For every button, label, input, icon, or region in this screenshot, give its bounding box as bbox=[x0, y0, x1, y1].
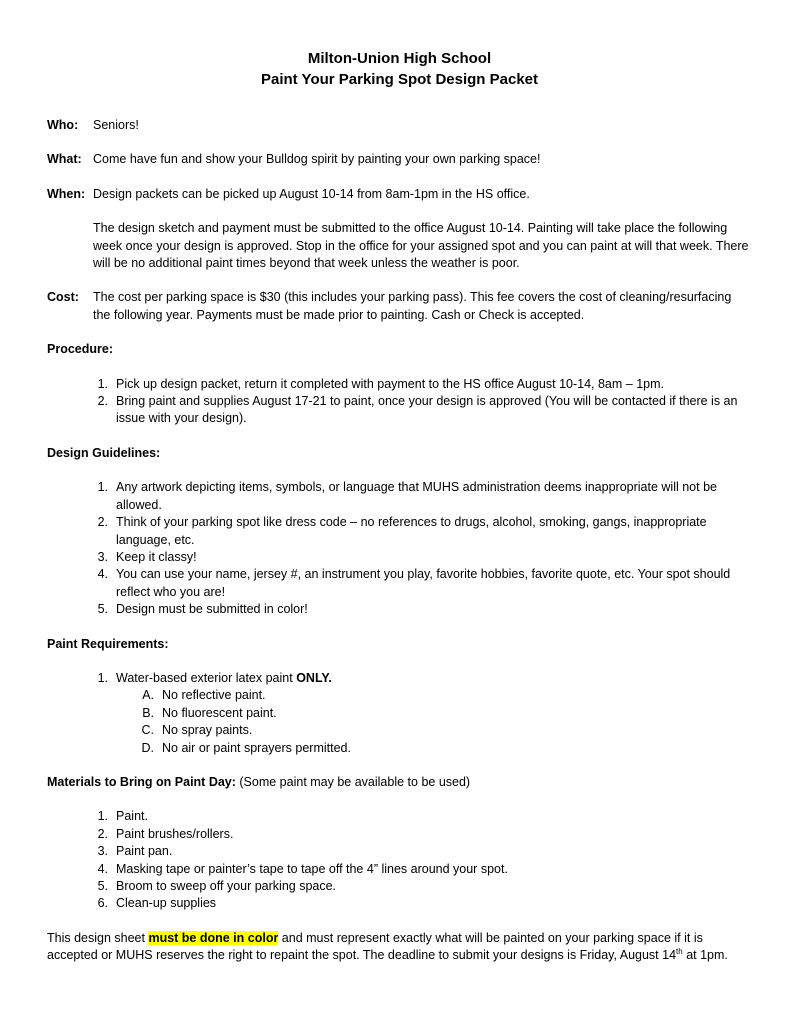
list-number: 4. bbox=[97, 567, 108, 582]
paint-requirement-emphasis: ONLY. bbox=[296, 670, 332, 685]
sub-list-text: No fluorescent paint. bbox=[162, 705, 277, 720]
packet-title: Paint Your Parking Spot Design Packet bbox=[260, 71, 539, 88]
list-item bbox=[47, 861, 752, 878]
footer-paragraph bbox=[47, 930, 752, 965]
ordinal-superscript: th bbox=[676, 947, 683, 957]
cost-row bbox=[47, 289, 752, 324]
sub-list-item bbox=[47, 740, 752, 757]
sub-list-letter: B. bbox=[142, 705, 154, 720]
list-item bbox=[47, 670, 752, 687]
sub-list-item bbox=[47, 687, 752, 704]
list-item bbox=[47, 566, 752, 601]
highlighted-text: must be done in color bbox=[148, 930, 279, 945]
list-number: 1. bbox=[97, 809, 108, 824]
list-number: 1. bbox=[97, 480, 108, 495]
when-label: When: bbox=[47, 186, 86, 201]
cost-label: Cost: bbox=[47, 290, 79, 305]
list-text: Pick up design packet, return it completed with payment to the HS office August 10-14, 8am – 1pm. bbox=[116, 376, 664, 391]
list-number: 6. bbox=[97, 896, 108, 911]
sub-list-letter: A. bbox=[142, 688, 154, 703]
what-text: Come have fun and show your Bulldog spirit by painting your own parking space! bbox=[93, 152, 541, 167]
footer-text-end: at 1pm. bbox=[682, 948, 728, 963]
sub-list-text: No reflective paint. bbox=[162, 688, 266, 703]
list-text: Keep it classy! bbox=[116, 549, 197, 564]
list-number: 2. bbox=[97, 826, 108, 841]
sub-list-letter: C. bbox=[141, 723, 154, 738]
list-item bbox=[47, 878, 752, 895]
materials-note: (Some paint may be available to be used) bbox=[235, 774, 471, 789]
materials-heading: Materials to Bring on Paint Day: bbox=[47, 774, 236, 789]
who-label: Who: bbox=[47, 118, 79, 132]
sub-list-text: No air or paint sprayers permitted. bbox=[162, 740, 351, 755]
school-name-title: Milton-Union High School bbox=[307, 50, 492, 67]
list-item bbox=[47, 895, 752, 912]
list-text: Any artwork depicting items, symbols, or language that MUHS administration deems inappropriate will not be allowed. bbox=[116, 480, 717, 512]
list-number: 3. bbox=[97, 549, 108, 564]
list-item bbox=[47, 808, 752, 825]
list-item bbox=[47, 376, 752, 393]
who-text: Seniors! bbox=[93, 118, 139, 132]
list-number: 3. bbox=[97, 844, 108, 859]
list-number: 4. bbox=[97, 861, 108, 876]
list-text: Masking tape or painter’s tape to tape off the 4” lines around your spot. bbox=[116, 861, 508, 876]
design-guidelines-heading: Design Guidelines: bbox=[47, 445, 161, 460]
sub-list-text: No spray paints. bbox=[162, 723, 253, 738]
list-text: Clean-up supplies bbox=[116, 896, 217, 911]
footer-text-start: This design sheet bbox=[47, 930, 149, 945]
paint-requirements-heading: Paint Requirements: bbox=[47, 636, 169, 651]
procedure-list bbox=[47, 376, 752, 428]
who-row bbox=[47, 117, 752, 134]
materials-list bbox=[47, 808, 752, 912]
sub-list-item bbox=[47, 705, 752, 722]
procedure-heading: Procedure: bbox=[47, 342, 113, 357]
sub-list-letter: D. bbox=[141, 740, 154, 755]
list-text: Paint. bbox=[116, 809, 148, 824]
list-text: Bring paint and supplies August 17-21 to paint, once your design is approved (You will be contacted if there is an issue with your design). bbox=[116, 394, 738, 426]
list-number: 1. bbox=[97, 670, 108, 685]
list-number: 2. bbox=[97, 515, 108, 530]
when-paragraph: The design sketch and payment must be submitted to the office August 10-14. Painting will take place the following week once your design is approved. Stop in the office for your assigned spot and you can paint at will that week. There will be no additional paint times beyond that week unless the weather is poor. bbox=[93, 221, 749, 271]
list-text: Think of your parking spot like dress code – no references to drugs, alcohol, smoking, gangs, inappropriate language, etc. bbox=[116, 515, 707, 547]
list-number: 1. bbox=[97, 376, 108, 391]
what-label: What: bbox=[47, 152, 82, 167]
list-item bbox=[47, 601, 752, 618]
sub-list-item bbox=[47, 722, 752, 739]
when-text: Design packets can be picked up August 10-14 from 8am-1pm in the HS office. bbox=[93, 186, 530, 201]
list-text bbox=[116, 670, 752, 687]
list-item bbox=[47, 393, 752, 428]
document-page bbox=[47, 48, 752, 965]
cost-text: The cost per parking space is $30 (this includes your parking pass). This fee covers the cost of cleaning/resurfacing the following year. Payments must be made prior to painting. Cash or Check is accepted. bbox=[93, 290, 732, 322]
list-item bbox=[47, 843, 752, 860]
footer-text-middle: and must represent exactly what will be painted on your parking space if it is accepted or MUHS reserves the right to repaint the spot. The deadline to submit your designs is Friday, August 14 bbox=[47, 930, 703, 963]
guidelines-list bbox=[47, 479, 752, 618]
paint-requirement-text: Water-based exterior latex paint bbox=[116, 670, 297, 685]
list-number: 5. bbox=[97, 602, 108, 617]
list-text: Paint pan. bbox=[116, 844, 173, 859]
what-row bbox=[47, 151, 752, 168]
materials-heading-line bbox=[47, 774, 752, 791]
list-text: Paint brushes/rollers. bbox=[116, 826, 234, 841]
list-item bbox=[47, 479, 752, 514]
list-text: You can use your name, jersey #, an instrument you play, favorite hobbies, favorite quote, etc. Your spot should reflect who you are! bbox=[116, 567, 731, 599]
list-item bbox=[47, 549, 752, 566]
list-item bbox=[47, 514, 752, 549]
list-text: Broom to sweep off your parking space. bbox=[116, 879, 337, 893]
list-item bbox=[47, 826, 752, 843]
list-number: 5. bbox=[97, 879, 108, 893]
when-row bbox=[47, 186, 752, 203]
list-number: 2. bbox=[97, 394, 108, 409]
list-text: Design must be submitted in color! bbox=[116, 602, 308, 617]
